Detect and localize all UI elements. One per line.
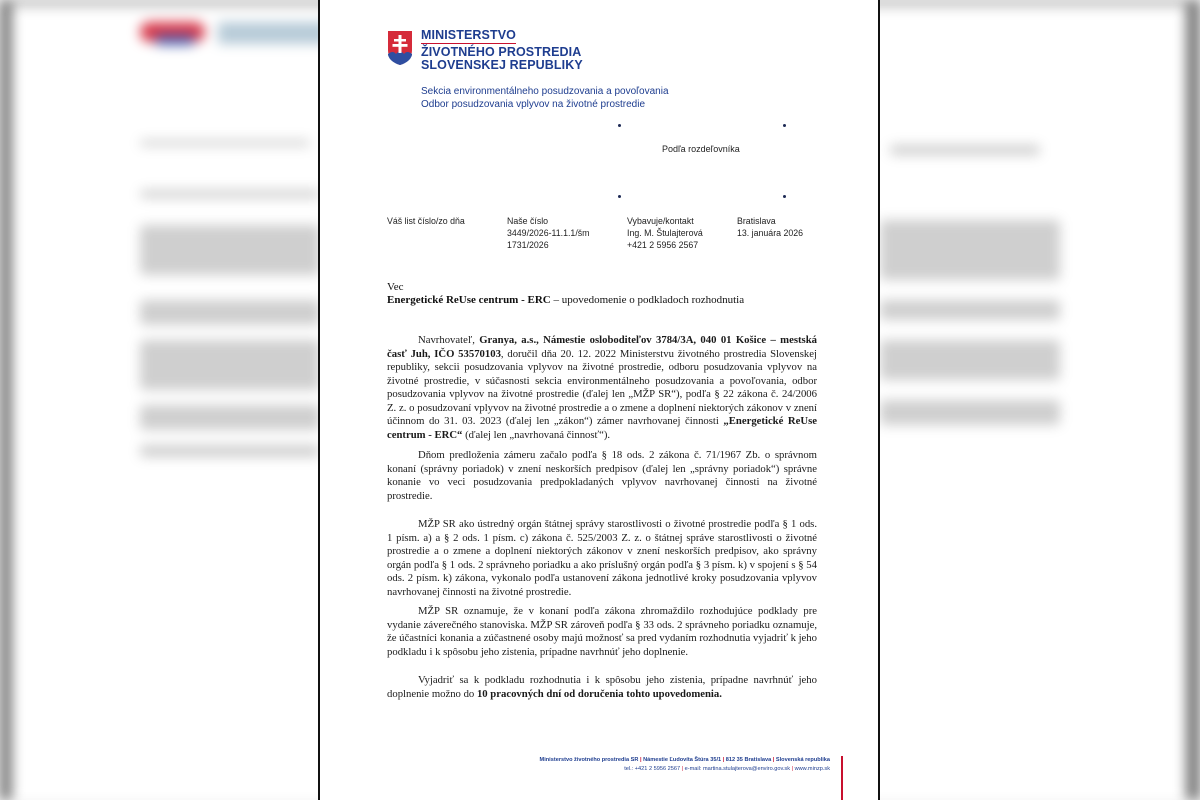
footer-city: 812 35 Bratislava: [725, 757, 772, 763]
place: Bratislava: [737, 216, 776, 226]
our-ref-number-1: 3449/2026-11.1.1/šm: [507, 228, 590, 238]
p4-text: MŽP SR oznamuje, že v konaní podľa zákona zhromaždilo rozhodujúce podklady pre vydanie záverečného stanoviska. MŽP SR zároveň podľa § 33 ods. 2 správneho poriadku oznamuje, že účastníci konania a zúčastnené osoby majú možnosť sa pred vydaním rozhodnutia vyjadriť k jeho podkladu i k spôsobu jeho zistenia, prípadne navrhnúť jeho doplnenie.: [387, 605, 817, 658]
our-ref-label: Naše číslo: [507, 216, 549, 226]
subject-rest: – upovedomenie o podkladoch rozhodnutia: [550, 294, 745, 306]
contact: [627, 215, 703, 251]
our-ref-number-2: 1731/2026: [507, 240, 549, 250]
footer-sep: |: [638, 757, 644, 763]
activity-name: „Energetické ReUse centrum - ERC“: [387, 415, 817, 441]
place-date: [737, 215, 803, 239]
paragraph-2: [387, 449, 817, 503]
ministry-name: [421, 29, 583, 72]
your-ref-label: Váš list číslo/zo dňa: [387, 216, 465, 226]
document-page: [318, 0, 880, 800]
footer-country: Slovenská republika: [775, 757, 830, 763]
footer-website: www.minzp.sk: [794, 766, 830, 772]
footer-org: Ministerstvo životného prostredia SR: [539, 757, 639, 763]
contact-label: Vybavuje/kontakt: [627, 216, 694, 226]
p1-text: Navrhovateľ,: [418, 334, 480, 346]
subject-line: [387, 294, 744, 306]
p1-text-2: , doručil dňa 20. 12. 2022 Ministerstvu životného prostredia Slovenskej republiky, sekcii posudzovania vplyvov na životné prostredie, odboru posudzovania vplyvov na životné prostredie, v súčasnosti sekcia environmentálneho posudzovania a povoľovania, odbor posudzovania vplyvov na životné prostredie (ďalej len „MŽP SR“), podľa § 22 zákona č. 24/2006 Z. z. o posudzovaní vplyvov na životné prostredie a o zmene a doplnení niektorých zákonov v znení účinnom do 31. 03. 2023 (ďalej len „zákon“) zámer navrhovanej činnosti: [387, 347, 817, 427]
our-reference: [507, 215, 590, 251]
p3-text: MŽP SR ako ústredný orgán štátnej správy starostlivosti o životné prostredie podľa § 1 ods. 1 písm. a) a § 2 ods. 1 písm. c) zákona č. 525/2003 Z. z. o štátnej správe starostlivosti o životné prostredie a o zmene a doplnení niektorých zákonov v znení neskorších predpisov, ako správny orgán podľa § 1 ods. 2 správneho poriadku a ako príslušný orgán podľa § 3 písm. k) v spojení s § 54 ods. 2 písm. k) zákona, vykonalo podľa ustanovení zákona jednotlivé kroky posudzovania vplyvov navrhovanej činnosti na životné prostredie.: [387, 518, 817, 598]
contact-phone: +421 2 5956 2567: [627, 240, 699, 250]
ministry-line-1: MINISTERSTVO: [421, 28, 516, 42]
recipient-address-box: [618, 124, 786, 198]
applicant-details: Granya, a.s., Námestie osloboditeľov 3784/3A, 040 01 Košice – mestská časť Juh, IČO 53570103: [387, 334, 817, 360]
slovak-coat-of-arms-icon: [387, 30, 413, 66]
footer-contact: [540, 765, 830, 774]
footer-phone: tel.: +421 2 5956 2567: [624, 766, 681, 772]
section-name: Sekcia environmentálneho posudzovania a povoľovania: [421, 86, 669, 97]
footer-street: Námestie Ľudovíta Štúra 35/1: [643, 757, 722, 763]
footer: [540, 756, 830, 774]
paragraph-3: [387, 518, 817, 599]
footer-address: [540, 756, 830, 765]
subject-title: Energetické ReUse centrum - ERC: [387, 294, 551, 306]
p5-text: Vyjadriť sa k podkladu rozhodnutia i k spôsobu jeho zistenia, prípadne navrhnúť jeho doplnenie možno do: [387, 674, 817, 700]
department-name: Odbor posudzovania vplyvov na životné prostredie: [421, 99, 646, 110]
paragraph-1: [387, 334, 817, 442]
footer-sep: |: [680, 766, 685, 772]
ministry-line-2: ŽIVOTNÉHO PROSTREDIA: [421, 45, 582, 59]
footer-email: e-mail: martina.stulajterova@enviro.gov.sk: [684, 766, 790, 772]
recipient: Podľa rozdeľovníka: [662, 144, 740, 154]
footer-sep: |: [771, 757, 776, 763]
footer-sep: |: [721, 757, 726, 763]
date: 13. januára 2026: [737, 228, 804, 238]
p2-text: Dňom predloženia zámeru začalo podľa § 18 ods. 2 zákona č. 71/1967 Zb. o správnom konaní (správny poriadok) v znení neskorších predpisov (ďalej len „správny poriadok“) správne konanie vo veci posudzovania predpokladaných vplyvov navrhovanej činnosti na životné prostredie.: [387, 449, 817, 502]
ministry-line-3: SLOVENSKEJ REPUBLIKY: [421, 58, 583, 72]
contact-name: Ing. M. Štulajterová: [627, 228, 703, 238]
paragraph-5: [387, 674, 817, 701]
p1-text-3: (ďalej len „navrhovaná činnosť“).: [462, 428, 611, 441]
subject-label: Vec: [387, 281, 404, 293]
paragraph-4: [387, 605, 817, 659]
section-info: [421, 85, 669, 111]
deadline: 10 pracovných dní od doručenia tohto upovedomenia.: [476, 687, 722, 700]
footer-sep: |: [790, 766, 795, 772]
footer-accent-bar: [841, 756, 843, 800]
your-reference: [387, 215, 465, 227]
